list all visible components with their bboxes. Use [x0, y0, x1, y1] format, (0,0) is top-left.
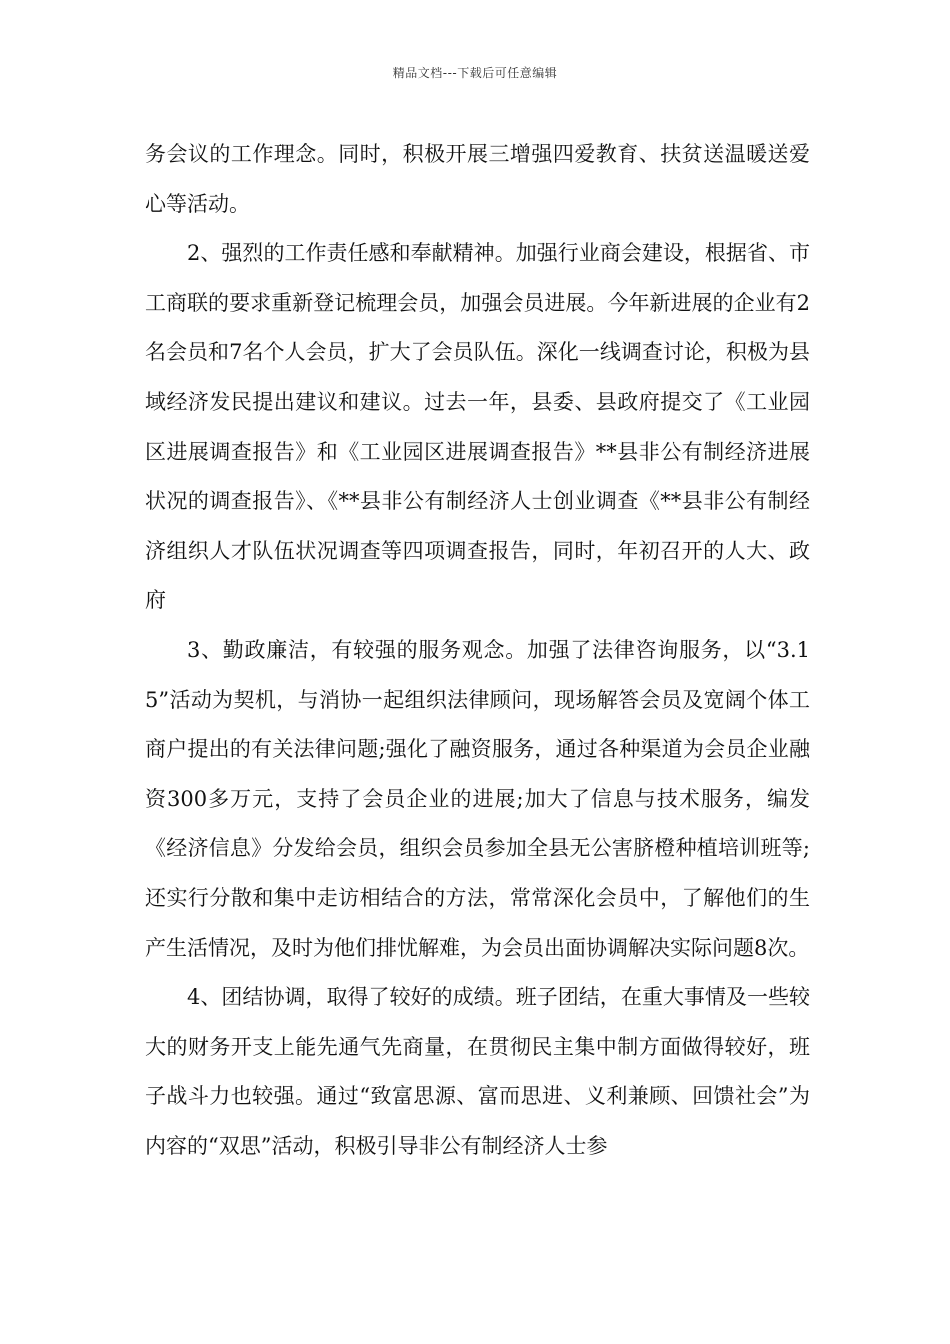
page-header: 精品文档---下载后可任意编辑: [392, 66, 558, 80]
document-body: [145, 130, 810, 1171]
paragraph-2: 2、强烈的工作责任感和奉献精神。加强行业商会建设，根据省、市工商联的要求重新登记梳理会员，加强会员进展。今年新进展的企业有2名会员和7名个人会员，扩大了会员队伍。深化一线调查讨论，积极为县域经济发民提出建议和建议。过去一年，县委、县政府提交了《工业园区进展调查报告》和《工业园区进展调查报告》**县非公有制经济进展状况的调查报告》、《**县非公有制经济人士创业调查《**县非公有制经济组织人才队伍状况调查等四项调查报告，同时，年初召开的人大、政府: [145, 241, 810, 613]
paragraph-4: 4、团结协调，取得了较好的成绩。班子团结，在重大事情及一些较大的财务开支上能先通气先商量，在贯彻民主集中制方面做得较好，班子战斗力也较强。通过“致富思源、富而思进、义利兼顾、回馈社会”为内容的“双思”活动，积极引导非公有制经济人士参: [145, 985, 810, 1158]
paragraph-1: 务会议的工作理念。同时，积极开展三增强四爱教育、扶贫送温暖送爱心等活动。: [145, 142, 810, 216]
paragraph-3: 3、勤政廉洁，有较强的服务观念。加强了法律咨询服务，以“3.15”活动为契机，与消协一起组织法律顾问，现场解答会员及宽阔个体工商户提出的有关法律问题;强化了融资服务，通过各种渠道为会员企业融资300多万元，支持了会员企业的进展;加大了信息与技术服务，编发《经济信息》分发给会员，组织会员参加全县无公害脐橙种植培训班等;还实行分散和集中走访相结合的方法，常常深化会员中，了解他们的生产生活情况，及时为他们排忧解难，为会员出面协调解决实际问题8次。: [145, 637, 810, 960]
